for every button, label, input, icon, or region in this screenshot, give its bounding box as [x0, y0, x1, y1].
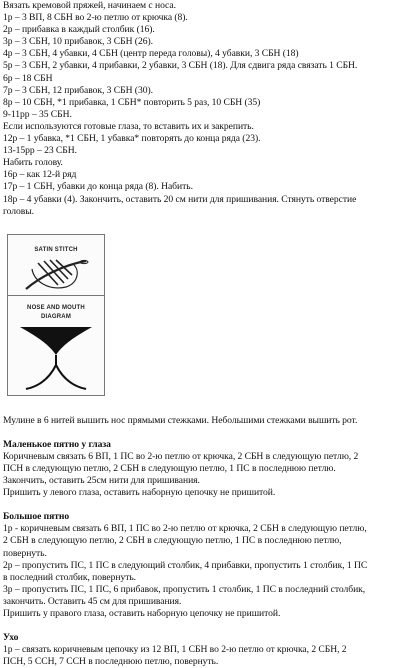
small-spot-section [3, 439, 407, 499]
big-spot-heading: Большое пятно [3, 511, 70, 523]
ear-section [3, 632, 407, 668]
row-18-continued: головы. [3, 205, 34, 217]
small-spot-line: Пришить у левого глаза, оставить наборную цепочку не пришитой. [3, 487, 276, 499]
big-spot-line: в последний столбик, повернуть. [3, 571, 137, 583]
rows-13-15: 13-15рр – 23 СБН. [3, 145, 77, 157]
big-spot-line: повернуть. [3, 547, 47, 559]
row-17: 17р – 1 СБН, убавки до конца ряда (8). Набить. [3, 181, 193, 193]
small-spot-line: Коричневым связать 6 ВП, 1 ПС во 2-ю петлю от крючка, 2 СБН в следующую петлю, 2 [3, 450, 359, 462]
diagram-label: DIAGRAM [40, 313, 72, 320]
eyes-note: Если используются готовые глаза, то вставить их и закрепить. [3, 120, 254, 132]
row-8: 8р – 10 СБН, *1 прибавка, 1 СБН* повторить 5 раз, 10 СБН (35) [3, 96, 261, 108]
row-6: 6р – 18 СБН [3, 72, 53, 84]
row-1: 1р – 3 ВП, 8 СБН во 2-ю петлю от крючка (8). [3, 12, 188, 24]
ear-line: ПСН, 5 ССН, 7 ССН в последнюю петлю, повернуть. [3, 656, 219, 668]
intro-line: Вязать кремовой пряжей, начинаем с носа. [3, 0, 176, 11]
row-7: 7р – 3 СБН, 12 прибавок, 3 СБН (30). [3, 84, 153, 96]
big-spot-line: 1р - коричневым связать 6 ВП, 1 ПС во 2-ю петлю от крючка, 2 СБН в следующую петлю, [3, 523, 367, 535]
intro-section [3, 0, 407, 218]
stuff-head-note: Набить голову. [3, 157, 63, 169]
row-3: 3р – 3 СБН, 10 прибавок, 3 СБН (26). [3, 36, 153, 48]
satin-stitch-label: SATIN STITCH [34, 246, 78, 253]
nose-mouth-diagram [7, 234, 105, 396]
row-16: 16р – как 12-й ряд [3, 169, 77, 181]
nose-mouth-shape [8, 325, 104, 395]
big-spot-line: 2р – пропустить ПС, 1 ПС в следующий столбик, 4 прибавки, пропустить 1 столбик, 1 ПС [3, 559, 368, 571]
figure-divider [8, 295, 104, 296]
small-spot-line: Закончить, оставить 25см нити для пришивания. [3, 475, 200, 487]
row-18: 18р – 4 убавки (4). Закончить, оставить 20 см нити для пришивания. Стянуть отверстие [3, 193, 357, 205]
small-spot-line: ПСН в следующую петлю, 2 СБН в следующую петлю, 1 ПС в последнюю петлю. [3, 462, 336, 474]
big-spot-line: Пришить у правого глаза, оставить наборную цепочку не пришитой. [3, 608, 281, 619]
document-page [3, 0, 407, 668]
row-4: 4р – 3 СБН, 4 убавки, 4 СБН (центр переда головы), 4 убавки, 3 СБН (18) [3, 48, 299, 60]
embroidery-caption: Мулине в 6 нитей вышить нос прямыми стежками. Небольшими стежками вышить рот. [3, 414, 358, 426]
nose-mouth-label: NOSE AND MOUTH [27, 304, 85, 311]
small-spot-heading: Маленькое пятно у глаза [3, 438, 111, 450]
big-spot-line: 3р – пропустить ПС, 1 ПС, 6 прибавок, пропустить 1 столбик, 1 ПС в последний столбик, [3, 583, 366, 595]
big-spot-section [3, 511, 407, 620]
satin-stitch-illustration [8, 255, 104, 295]
ear-line: 1р – связать коричневым цепочку из 12 ВП, 1 СБН во 2-ю петлю от крючка, 2 СБН, 2 [3, 644, 347, 656]
rows-9-11: 9-11рр – 35 СБН. [3, 108, 72, 120]
row-2: 2р – прибавка в каждый столбик (16). [3, 24, 155, 36]
ear-heading: Ухо [3, 632, 19, 644]
row-12: 12р – 1 убавка, *1 СБН, 1 убавка* повторять до конца ряда (23). [3, 133, 261, 145]
big-spot-line: закончить. Оставить 45 см для пришивания. [3, 595, 182, 607]
row-5: 5р – 3 СБН, 2 убавки, 4 прибавки, 2 убавки, 3 СБН (18). Для сдвига ряда связать 1 СБН. [3, 60, 358, 72]
big-spot-line: 2 СБН в следующую петлю, 2 СБН в следующую петлю, 1 ПС в последнюю петлю, [3, 535, 342, 547]
